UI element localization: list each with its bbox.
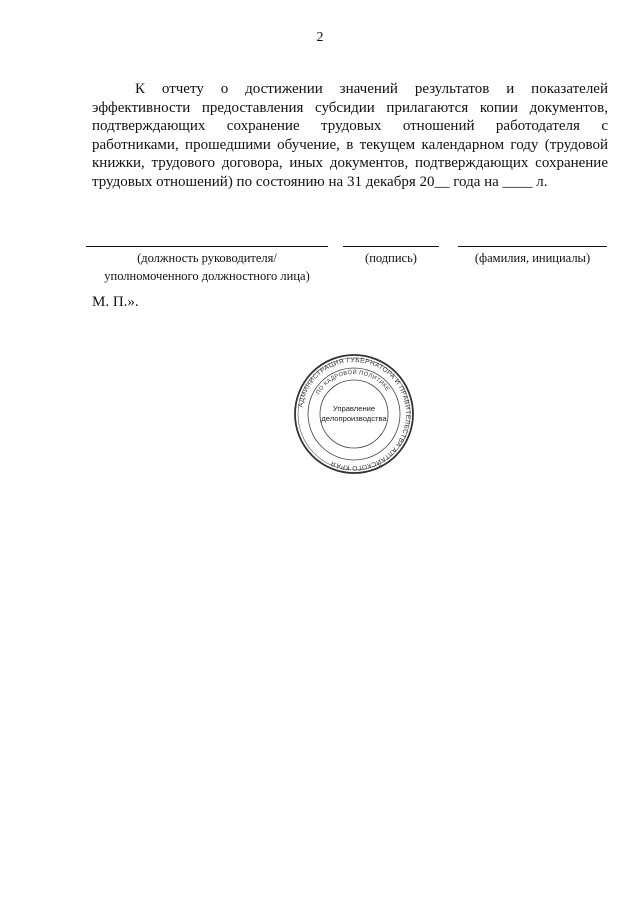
official-seal-stamp [293, 353, 415, 475]
seal-center-line1: Управление [332, 404, 376, 413]
signature-caption: (подпись) [365, 251, 417, 265]
name-caption: (фамилия, инициалы) [474, 251, 591, 265]
seal-center-line2: делопроизводства [321, 414, 387, 423]
page-number: 2 [316, 30, 324, 45]
position-signature-line [86, 246, 328, 247]
position-caption-line1: (должность руководителя/ [137, 251, 277, 265]
stamp-place-label: М. П.». [92, 294, 139, 310]
body-paragraph: К отчету о достижении значений результатов и показателей эффективности предоставления субсидии прилагаются копии документов, подтверждающих сохранение трудовых отношений работодателя с работниками, прошедшими обучение, в текущем календарном году (трудовой книжки, трудового договора, иных документов, подтверждающих сохранение трудовых отношений) по состоянию на 31 декабря 20__ года на ____ л. [92, 81, 608, 190]
name-signature-line [458, 246, 607, 247]
seal-outer-text: АДМИНИСТРАЦИЯ ГУБЕРНАТОРА И ПРАВИТЕЛЬСТВА АЛТАЙСКОГО КРАЯ [297, 356, 412, 472]
position-caption-line2: уполномоченного должностного лица) [104, 268, 310, 283]
signature-line [343, 246, 439, 247]
seal-inner-text: ПО КАДРОВОЙ ПОЛИТИКЕ [315, 369, 391, 396]
position-caption [86, 250, 328, 285]
